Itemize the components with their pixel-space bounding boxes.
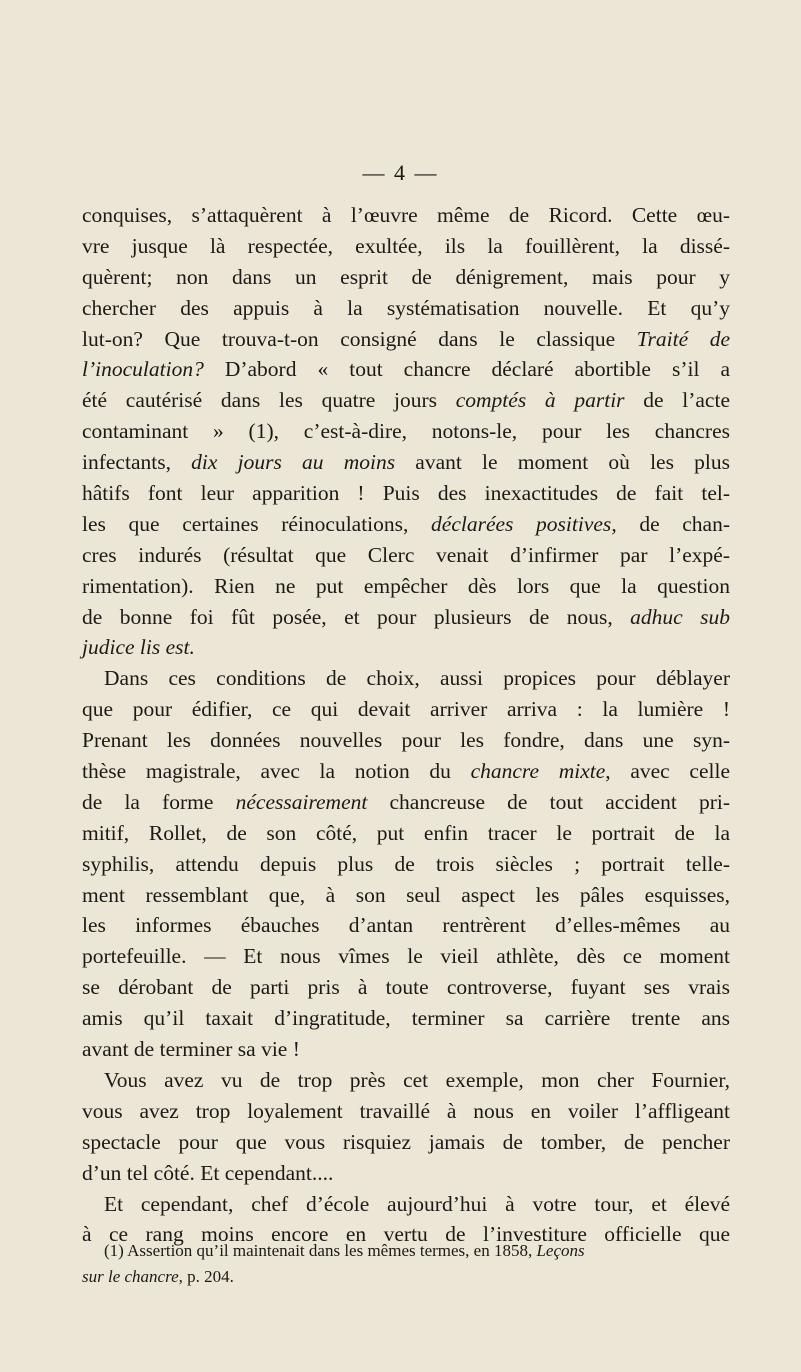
text-line: les informes ébauches d’antan rentrèrent d’elles-mêmes au xyxy=(82,913,730,938)
text-line: se dérobant de parti pris à toute controverse, fuyant ses vrais xyxy=(82,975,730,1000)
text-line: de la forme nécessairement chancreuse de tout accident pri- xyxy=(82,789,731,814)
text-line: rimentation). Rien ne put empêcher dès lors que la question xyxy=(82,573,730,598)
text-line: été cautérisé dans les quatre jours comptés à partir de l’acte xyxy=(82,388,730,413)
footnote-line: (1) Assertion qu’il maintenait dans les mêmes termes, en 1858, Leçons xyxy=(104,1241,585,1260)
text-line: judice lis est. xyxy=(82,635,195,660)
text-line: les que certaines réinoculations, déclarées positives, de chan- xyxy=(82,511,730,536)
text-line: contaminant » (1), c’est-à-dire, notons-le, pour les chancres xyxy=(82,419,730,444)
text-line: vous avez trop loyalement travaillé à nous en voiler l’affligeant xyxy=(82,1098,730,1123)
text-line: Vous avez vu de trop près cet exemple, mon cher Fournier, xyxy=(104,1067,730,1092)
footnote xyxy=(82,1238,730,1290)
text-line: infectants, dix jours au moins avant le moment où les plus xyxy=(82,450,731,475)
text-line: mitif, Rollet, de son côté, put enfin tracer le portrait de la xyxy=(82,820,730,845)
text-line: spectacle pour que vous risquiez jamais de tomber, de pencher xyxy=(82,1129,730,1154)
text-line: amis qu’il taxait d’ingratitude, terminer sa carrière trente ans xyxy=(82,1006,730,1031)
text-line: syphilis, attendu depuis plus de trois siècles ; portrait telle- xyxy=(82,851,730,876)
footnote-line: sur le chancre, p. 204. xyxy=(82,1267,234,1286)
text-line: que pour édifier, ce qui devait arriver arriva : la lumière ! xyxy=(82,697,730,722)
text-line: à ce rang moins encore en vertu de l’investiture officielle que xyxy=(82,1222,730,1247)
text-line: d’un tel côté. Et cependant.... xyxy=(82,1160,334,1185)
text-line: portefeuille. — Et nous vîmes le vieil athlète, dès ce moment xyxy=(82,944,730,969)
text-line: lut-on? Que trouva-t-on consigné dans le classique Traité de xyxy=(82,326,730,351)
text-line: cres indurés (résultat que Clerc venait d’infirmer par l’expé- xyxy=(82,542,730,567)
text-line: l’inoculation? D’abord « tout chancre déclaré abortible s’il a xyxy=(82,357,730,382)
text-line: Et cependant, chef d’école aujourd’hui à votre tour, et élevé xyxy=(104,1191,730,1216)
text-line: thèse magistrale, avec la notion du chancre mixte, avec celle xyxy=(82,759,730,784)
body-text xyxy=(82,200,730,1250)
text-line: conquises, s’attaquèrent à l’œuvre même de Ricord. Cette œu- xyxy=(82,203,730,227)
page-number: — 4 — xyxy=(362,160,439,185)
text-line: chercher des appuis à la systématisation nouvelle. Et qu’y xyxy=(82,295,730,320)
text-line: vre jusque là respectée, exultée, ils la fouillèrent, la dissé- xyxy=(82,233,730,258)
text-line: ment ressemblant que, à son seul aspect les pâles esquisses, xyxy=(82,882,730,907)
text-line: hâtifs font leur apparition ! Puis des inexactitudes de fait tel- xyxy=(82,481,730,506)
text-line: quèrent; non dans un esprit de dénigrement, mais pour y xyxy=(82,264,730,289)
text-line: de bonne foi fût posée, et pour plusieurs de nous, adhuc sub xyxy=(82,604,730,629)
text-line: avant de terminer sa vie ! xyxy=(82,1037,300,1062)
text-line: Dans ces conditions de choix, aussi propices pour déblayer xyxy=(104,666,730,691)
text-line: Prenant les données nouvelles pour les fondre, dans une syn- xyxy=(82,728,730,753)
